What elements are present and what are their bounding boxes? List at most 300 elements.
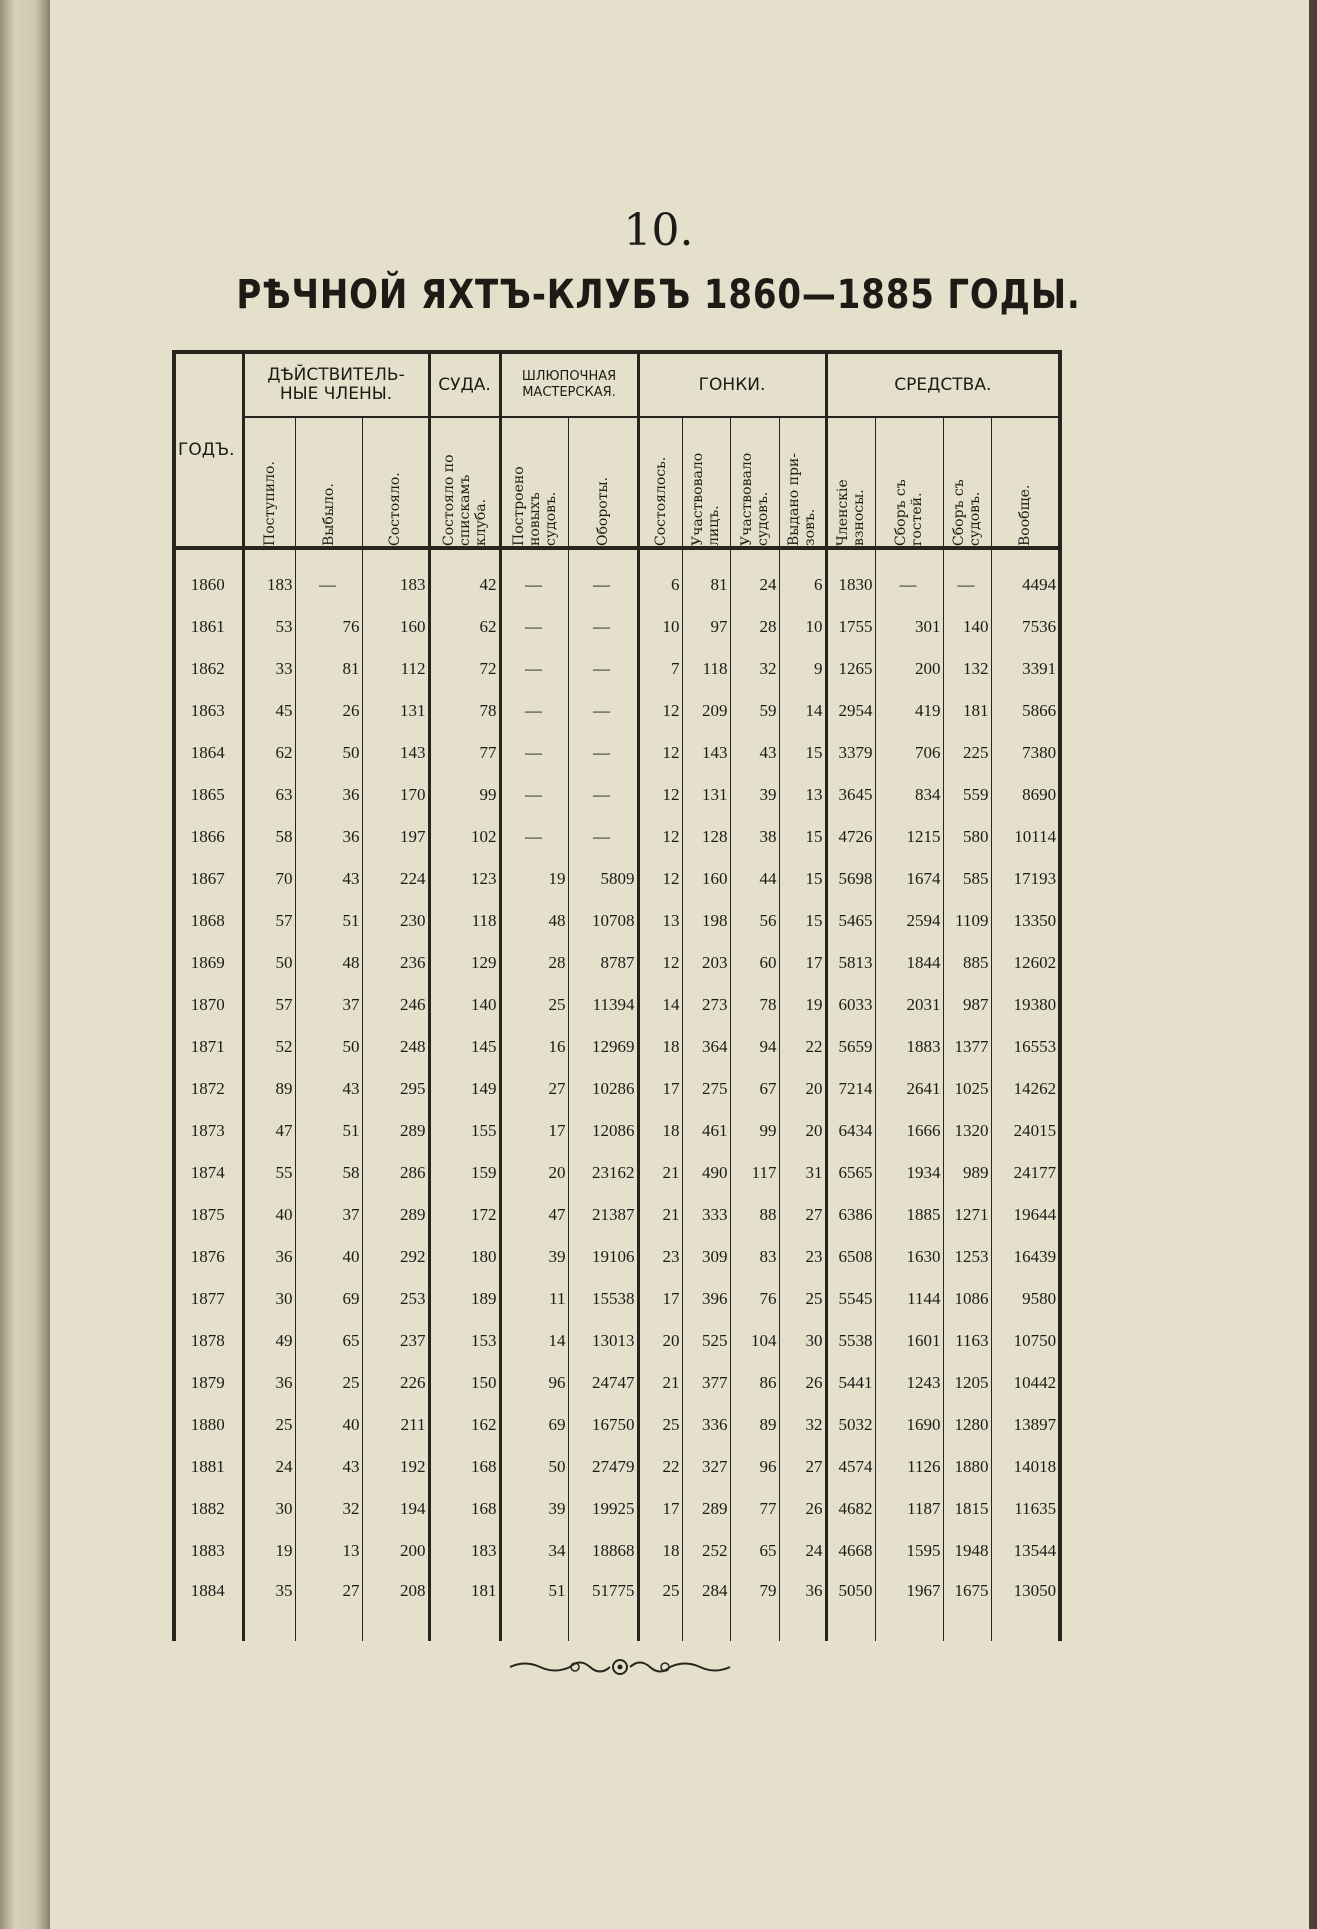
data-cell: 181 — [429, 1572, 500, 1641]
data-cell: 5465 — [826, 900, 875, 942]
data-cell: 5866 — [991, 690, 1060, 732]
data-cell: 48 — [500, 900, 568, 942]
data-cell: 284 — [682, 1572, 730, 1641]
data-cell: 145 — [429, 1026, 500, 1068]
data-cell: 289 — [362, 1110, 429, 1152]
data-cell: 7 — [638, 648, 682, 690]
data-cell: 248 — [362, 1026, 429, 1068]
data-cell: 78 — [730, 984, 779, 1026]
data-cell: 25 — [243, 1404, 295, 1446]
data-cell: 57 — [243, 984, 295, 1026]
data-cell: 1243 — [875, 1362, 943, 1404]
year-cell: 1870 — [174, 984, 243, 1026]
group-header-members: ДѢЙСТВИТЕЛЬ- НЫЕ ЧЛЕНЫ. — [243, 352, 429, 417]
data-cell: 89 — [243, 1068, 295, 1110]
data-cell: 30 — [779, 1320, 826, 1362]
data-cell: 17 — [500, 1110, 568, 1152]
data-cell: 19380 — [991, 984, 1060, 1026]
data-cell: 1674 — [875, 858, 943, 900]
data-cell: 1215 — [875, 816, 943, 858]
data-cell: 43 — [295, 1068, 362, 1110]
data-cell: 99 — [429, 774, 500, 816]
data-cell: 327 — [682, 1446, 730, 1488]
table-row — [174, 1152, 1060, 1194]
data-cell: 18 — [638, 1110, 682, 1152]
column-header-label: Сборъ съ судовъ. — [951, 479, 984, 546]
data-cell: — — [500, 690, 568, 732]
data-cell: 19 — [500, 858, 568, 900]
data-cell: 189 — [429, 1278, 500, 1320]
data-cell: — — [500, 732, 568, 774]
table-row — [174, 1404, 1060, 1446]
data-cell: 6565 — [826, 1152, 875, 1194]
page-edge — [1309, 0, 1317, 1929]
data-cell: 94 — [730, 1026, 779, 1068]
book-spine — [0, 0, 50, 1929]
data-cell: 10114 — [991, 816, 1060, 858]
data-cell: 118 — [429, 900, 500, 942]
data-cell: 2641 — [875, 1068, 943, 1110]
group-header-vessels: СУДА. — [429, 352, 500, 417]
table-row — [174, 1488, 1060, 1530]
data-cell: 15 — [779, 732, 826, 774]
data-cell: 17 — [638, 1278, 682, 1320]
data-cell: 143 — [362, 732, 429, 774]
data-cell: 47 — [500, 1194, 568, 1236]
column-header — [568, 417, 638, 548]
data-cell: 112 — [362, 648, 429, 690]
data-cell: 5809 — [568, 858, 638, 900]
data-cell: 83 — [730, 1236, 779, 1278]
data-cell: 289 — [362, 1194, 429, 1236]
data-cell: 24177 — [991, 1152, 1060, 1194]
data-cell: 28 — [730, 606, 779, 648]
data-cell: 32 — [730, 648, 779, 690]
data-cell: 490 — [682, 1152, 730, 1194]
data-cell: 3645 — [826, 774, 875, 816]
data-cell: 6508 — [826, 1236, 875, 1278]
data-cell: 53 — [243, 606, 295, 648]
data-cell: 246 — [362, 984, 429, 1026]
data-cell: 150 — [429, 1362, 500, 1404]
data-cell: 27 — [779, 1446, 826, 1488]
table-row — [174, 732, 1060, 774]
data-cell: 12602 — [991, 942, 1060, 984]
data-cell: 461 — [682, 1110, 730, 1152]
data-cell: 34 — [500, 1530, 568, 1572]
data-cell: 309 — [682, 1236, 730, 1278]
data-cell: 273 — [682, 984, 730, 1026]
data-cell: 67 — [730, 1068, 779, 1110]
data-cell: 26 — [779, 1362, 826, 1404]
data-cell: 43 — [295, 1446, 362, 1488]
data-cell: 286 — [362, 1152, 429, 1194]
data-cell: 2954 — [826, 690, 875, 732]
data-cell: 13050 — [991, 1572, 1060, 1641]
data-cell: 17 — [638, 1488, 682, 1530]
column-header — [826, 417, 875, 548]
data-cell: 69 — [500, 1404, 568, 1446]
column-header — [943, 417, 991, 548]
data-cell: 364 — [682, 1026, 730, 1068]
data-cell: 180 — [429, 1236, 500, 1278]
data-cell: 21387 — [568, 1194, 638, 1236]
data-cell: 40 — [295, 1404, 362, 1446]
table-row — [174, 1110, 1060, 1152]
data-cell: 252 — [682, 1530, 730, 1572]
data-cell: 28 — [500, 942, 568, 984]
data-cell: 5441 — [826, 1362, 875, 1404]
data-cell: 32 — [779, 1404, 826, 1446]
data-cell: 23 — [638, 1236, 682, 1278]
data-cell: 30 — [243, 1488, 295, 1530]
data-cell: 104 — [730, 1320, 779, 1362]
data-cell: 40 — [243, 1194, 295, 1236]
data-cell: 14018 — [991, 1446, 1060, 1488]
data-cell: 15 — [779, 816, 826, 858]
data-cell: 230 — [362, 900, 429, 942]
data-cell: 143 — [682, 732, 730, 774]
data-cell: 4494 — [991, 548, 1060, 606]
data-cell: 17 — [779, 942, 826, 984]
data-cell: 22 — [779, 1026, 826, 1068]
data-cell: 1025 — [943, 1068, 991, 1110]
data-cell: 76 — [295, 606, 362, 648]
data-cell: 89 — [730, 1404, 779, 1446]
data-cell: 140 — [429, 984, 500, 1026]
column-header-label: Выбыло. — [320, 483, 337, 546]
column-header-label: Обороты. — [594, 476, 611, 546]
data-cell: 13544 — [991, 1530, 1060, 1572]
data-cell: 16553 — [991, 1026, 1060, 1068]
data-cell: 168 — [429, 1446, 500, 1488]
data-cell: 26 — [779, 1488, 826, 1530]
data-cell: 25 — [779, 1278, 826, 1320]
data-cell: 65 — [730, 1530, 779, 1572]
column-header-label: Построено новыхъ судовъ. — [510, 466, 559, 546]
data-cell: 16439 — [991, 1236, 1060, 1278]
data-cell: 27 — [295, 1572, 362, 1641]
data-cell: 4726 — [826, 816, 875, 858]
data-cell: 118 — [682, 648, 730, 690]
data-cell: 3379 — [826, 732, 875, 774]
column-header — [779, 417, 826, 548]
data-cell: 1830 — [826, 548, 875, 606]
data-cell: 225 — [943, 732, 991, 774]
data-cell: 49 — [243, 1320, 295, 1362]
data-cell: 706 — [875, 732, 943, 774]
data-cell: 19106 — [568, 1236, 638, 1278]
column-header-label: Состояло. — [387, 472, 403, 546]
data-cell: 15 — [779, 900, 826, 942]
data-cell: 129 — [429, 942, 500, 984]
data-cell: — — [500, 774, 568, 816]
data-cell: 77 — [730, 1488, 779, 1530]
data-cell: 57 — [243, 900, 295, 942]
page-title: РѢЧНОЙ ЯХТЪ-КЛУБЪ 1860—1885 ГОДЫ. — [236, 272, 1081, 318]
data-cell: 11394 — [568, 984, 638, 1026]
column-header-label: Состоялось. — [652, 456, 669, 546]
data-cell: 70 — [243, 858, 295, 900]
data-cell: 10442 — [991, 1362, 1060, 1404]
data-cell: 56 — [730, 900, 779, 942]
data-cell: 211 — [362, 1404, 429, 1446]
data-cell: 236 — [362, 942, 429, 984]
data-cell: 1086 — [943, 1278, 991, 1320]
year-cell: 1884 — [174, 1572, 243, 1641]
group-header-funds: СРЕДСТВА. — [826, 352, 1060, 417]
data-cell: 99 — [730, 1110, 779, 1152]
data-cell: 2031 — [875, 984, 943, 1026]
data-cell: 6 — [779, 548, 826, 606]
data-cell: 25 — [638, 1404, 682, 1446]
data-cell: 63 — [243, 774, 295, 816]
data-cell: — — [943, 548, 991, 606]
table-row — [174, 1362, 1060, 1404]
data-cell: 39 — [500, 1488, 568, 1530]
data-cell: 5698 — [826, 858, 875, 900]
data-cell: 20 — [779, 1068, 826, 1110]
data-cell: 155 — [429, 1110, 500, 1152]
data-cell: — — [568, 548, 638, 606]
data-cell: 19644 — [991, 1194, 1060, 1236]
data-cell: 5813 — [826, 942, 875, 984]
table-row — [174, 900, 1060, 942]
data-cell: 7536 — [991, 606, 1060, 648]
data-cell: 14 — [779, 690, 826, 732]
data-cell: — — [568, 690, 638, 732]
data-cell: 55 — [243, 1152, 295, 1194]
data-cell: 4668 — [826, 1530, 875, 1572]
year-cell: 1876 — [174, 1236, 243, 1278]
data-cell: 1187 — [875, 1488, 943, 1530]
data-cell: — — [568, 732, 638, 774]
data-cell: 183 — [243, 548, 295, 606]
column-header-label: Участвовало судовъ. — [738, 452, 771, 546]
data-cell: 3391 — [991, 648, 1060, 690]
data-cell: 6386 — [826, 1194, 875, 1236]
data-cell: 203 — [682, 942, 730, 984]
column-header — [500, 417, 568, 548]
data-cell: 160 — [682, 858, 730, 900]
year-cell: 1865 — [174, 774, 243, 816]
data-cell: 192 — [362, 1446, 429, 1488]
data-cell: 10750 — [991, 1320, 1060, 1362]
data-cell: 585 — [943, 858, 991, 900]
table-row — [174, 648, 1060, 690]
data-cell: 5032 — [826, 1404, 875, 1446]
data-cell: 40 — [295, 1236, 362, 1278]
data-cell: 25 — [500, 984, 568, 1026]
data-cell: 1601 — [875, 1320, 943, 1362]
data-cell: 123 — [429, 858, 500, 900]
data-cell: 20 — [638, 1320, 682, 1362]
year-cell: 1863 — [174, 690, 243, 732]
data-cell: 15538 — [568, 1278, 638, 1320]
year-cell: 1879 — [174, 1362, 243, 1404]
data-cell: 1967 — [875, 1572, 943, 1641]
year-cell: 1860 — [174, 548, 243, 606]
data-cell: 14262 — [991, 1068, 1060, 1110]
table-row — [174, 606, 1060, 648]
year-cell: 1882 — [174, 1488, 243, 1530]
year-cell: 1867 — [174, 858, 243, 900]
data-cell: 72 — [429, 648, 500, 690]
data-cell: 1666 — [875, 1110, 943, 1152]
data-cell: 9580 — [991, 1278, 1060, 1320]
data-cell: 170 — [362, 774, 429, 816]
data-cell: 226 — [362, 1362, 429, 1404]
data-cell: 20 — [500, 1152, 568, 1194]
table-row — [174, 1530, 1060, 1572]
data-cell: 12086 — [568, 1110, 638, 1152]
data-cell: 16750 — [568, 1404, 638, 1446]
data-cell: — — [500, 548, 568, 606]
data-cell: 37 — [295, 984, 362, 1026]
data-cell: 33 — [243, 648, 295, 690]
data-cell: 131 — [682, 774, 730, 816]
data-cell: 1144 — [875, 1278, 943, 1320]
column-header-label: Поступило. — [261, 461, 278, 546]
data-cell: 1815 — [943, 1488, 991, 1530]
data-cell: 36 — [295, 816, 362, 858]
data-cell: 24 — [730, 548, 779, 606]
data-cell: 7380 — [991, 732, 1060, 774]
data-cell: 17193 — [991, 858, 1060, 900]
data-cell: 36 — [243, 1236, 295, 1278]
data-cell: 200 — [875, 648, 943, 690]
data-cell: 580 — [943, 816, 991, 858]
data-cell: 22 — [638, 1446, 682, 1488]
data-cell: 43 — [730, 732, 779, 774]
data-cell: 19925 — [568, 1488, 638, 1530]
year-cell: 1878 — [174, 1320, 243, 1362]
column-header-label: Членскіе взносы. — [835, 479, 868, 546]
data-cell: 79 — [730, 1572, 779, 1641]
data-cell: 140 — [943, 606, 991, 648]
data-cell: 5050 — [826, 1572, 875, 1641]
data-cell: 1320 — [943, 1110, 991, 1152]
data-cell: 1265 — [826, 648, 875, 690]
year-cell: 1871 — [174, 1026, 243, 1068]
data-cell: 39 — [730, 774, 779, 816]
data-cell: 48 — [295, 942, 362, 984]
data-cell: 69 — [295, 1278, 362, 1320]
data-cell: 18868 — [568, 1530, 638, 1572]
data-cell: — — [875, 548, 943, 606]
data-cell: 197 — [362, 816, 429, 858]
data-cell: 168 — [429, 1488, 500, 1530]
data-cell: 1253 — [943, 1236, 991, 1278]
data-cell: 295 — [362, 1068, 429, 1110]
data-cell: 81 — [295, 648, 362, 690]
data-cell: 24015 — [991, 1110, 1060, 1152]
year-cell: 1872 — [174, 1068, 243, 1110]
data-cell: 43 — [295, 858, 362, 900]
data-cell: 159 — [429, 1152, 500, 1194]
data-cell: 149 — [429, 1068, 500, 1110]
data-cell: 21 — [638, 1362, 682, 1404]
data-cell: 12 — [638, 942, 682, 984]
data-cell: 25 — [638, 1572, 682, 1641]
data-cell: 13 — [779, 774, 826, 816]
data-cell: 183 — [429, 1530, 500, 1572]
table-row — [174, 1446, 1060, 1488]
data-cell: 78 — [429, 690, 500, 732]
data-cell: 1675 — [943, 1572, 991, 1641]
data-cell: 12 — [638, 816, 682, 858]
data-cell: 885 — [943, 942, 991, 984]
data-cell: 194 — [362, 1488, 429, 1530]
data-cell: 1163 — [943, 1320, 991, 1362]
data-cell: 1595 — [875, 1530, 943, 1572]
data-cell: 12969 — [568, 1026, 638, 1068]
data-cell: 172 — [429, 1194, 500, 1236]
year-cell: 1869 — [174, 942, 243, 984]
data-cell: 336 — [682, 1404, 730, 1446]
data-cell: 1755 — [826, 606, 875, 648]
table-row — [174, 774, 1060, 816]
data-cell: 1844 — [875, 942, 943, 984]
table-row — [174, 1194, 1060, 1236]
data-cell: 989 — [943, 1152, 991, 1194]
data-cell: 86 — [730, 1362, 779, 1404]
page-number: 10. — [623, 205, 694, 256]
group-header-races: ГОНКИ. — [638, 352, 826, 417]
data-cell: 65 — [295, 1320, 362, 1362]
data-cell: 21 — [638, 1194, 682, 1236]
data-cell: 1280 — [943, 1404, 991, 1446]
data-cell: 13 — [638, 900, 682, 942]
data-cell: 1880 — [943, 1446, 991, 1488]
data-cell: 525 — [682, 1320, 730, 1362]
table-row — [174, 1278, 1060, 1320]
data-cell: 10 — [779, 606, 826, 648]
data-cell: 224 — [362, 858, 429, 900]
data-cell: 50 — [295, 732, 362, 774]
data-cell: 131 — [362, 690, 429, 732]
year-cell: 1873 — [174, 1110, 243, 1152]
data-cell: 10286 — [568, 1068, 638, 1110]
data-cell: 1377 — [943, 1026, 991, 1068]
data-cell: 162 — [429, 1404, 500, 1446]
year-cell: 1881 — [174, 1446, 243, 1488]
data-cell: 88 — [730, 1194, 779, 1236]
data-cell: 200 — [362, 1530, 429, 1572]
year-cell: 1880 — [174, 1404, 243, 1446]
column-header — [638, 417, 682, 548]
data-cell: 38 — [730, 816, 779, 858]
data-cell: 18 — [638, 1026, 682, 1068]
data-cell: 27479 — [568, 1446, 638, 1488]
data-cell: 25 — [295, 1362, 362, 1404]
column-header — [682, 417, 730, 548]
data-cell: 301 — [875, 606, 943, 648]
data-cell: 1885 — [875, 1194, 943, 1236]
year-cell: 1883 — [174, 1530, 243, 1572]
group-header-workshop: ШЛЮПОЧНАЯ МАСТЕРСКАЯ. — [500, 352, 638, 417]
year-header: ГОДЪ. — [174, 352, 243, 548]
data-cell: 52 — [243, 1026, 295, 1068]
data-cell: 36 — [243, 1362, 295, 1404]
table-row — [174, 942, 1060, 984]
column-header — [295, 417, 362, 548]
data-cell: 45 — [243, 690, 295, 732]
data-cell: 23162 — [568, 1152, 638, 1194]
data-cell: 58 — [243, 816, 295, 858]
data-cell: 30 — [243, 1278, 295, 1320]
data-cell: 51 — [295, 900, 362, 942]
